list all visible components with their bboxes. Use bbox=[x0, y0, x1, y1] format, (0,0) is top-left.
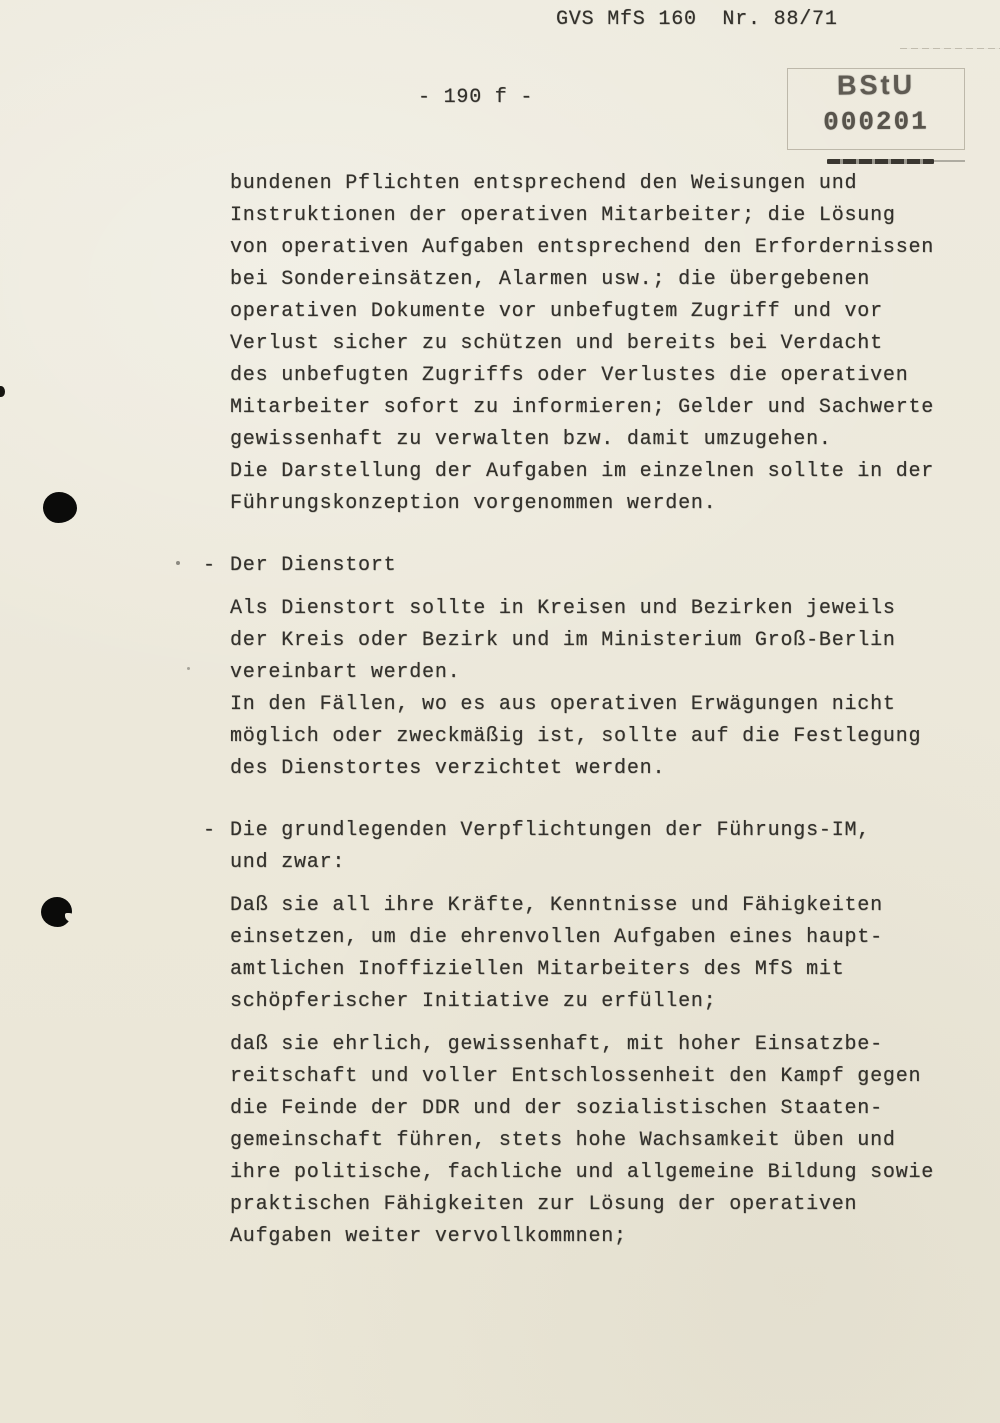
line-text: bundenen Pflichten entsprechend den Weisungen und bbox=[230, 172, 858, 195]
paragraph bbox=[230, 593, 970, 785]
text-line bbox=[230, 986, 970, 1018]
stamp-bottom-bar-faint bbox=[933, 160, 965, 162]
text-line bbox=[203, 550, 970, 582]
stamp-org-label: BStU bbox=[836, 69, 916, 101]
line-text: die Feinde der DDR und der sozialistischen Staaten- bbox=[230, 1097, 883, 1120]
text-line bbox=[230, 1221, 970, 1253]
document-body bbox=[203, 168, 970, 1253]
line-text: operativen Dokumente vor unbefugtem Zugriff und vor bbox=[230, 300, 883, 323]
paper-dot bbox=[176, 561, 180, 565]
line-text: amtlichen Inoffiziellen Mitarbeiters des MfS mit bbox=[230, 958, 845, 981]
text-line bbox=[230, 264, 970, 296]
paper-edge-speck bbox=[0, 386, 5, 397]
line-text: Die Darstellung der Aufgaben im einzelnen sollte in der bbox=[230, 460, 935, 483]
line-text: reitschaft und voller Entschlossenheit den Kampf gegen bbox=[230, 1065, 922, 1088]
text-line bbox=[230, 847, 970, 879]
line-text: In den Fällen, wo es aus operativen Erwägungen nicht bbox=[230, 693, 896, 716]
line-text: Verlust sicher zu schützen und bereits bei Verdacht bbox=[230, 332, 883, 355]
bstu-archive-stamp bbox=[787, 68, 965, 150]
line-text: einsetzen, um die ehrenvollen Aufgaben eines haupt- bbox=[230, 926, 883, 949]
text-line bbox=[230, 1125, 970, 1157]
line-text: gemeinschaft führen, stets hohe Wachsamkeit üben und bbox=[230, 1129, 896, 1152]
line-text: ihre politische, fachliche und allgemeine Bildung sowie bbox=[230, 1161, 935, 1184]
text-line bbox=[230, 954, 970, 986]
line-text: der Kreis oder Bezirk und im Ministerium Groß-Berlin bbox=[230, 629, 896, 652]
text-line bbox=[230, 424, 970, 456]
line-text: vereinbart werden. bbox=[230, 661, 461, 684]
line-text: Mitarbeiter sofort zu informieren; Gelder und Sachwerte bbox=[230, 396, 935, 419]
line-text: des Dienstortes verzichtet werden. bbox=[230, 757, 666, 780]
text-line bbox=[230, 1189, 970, 1221]
line-text: möglich oder zweckmäßig ist, sollte auf die Festlegung bbox=[230, 725, 922, 748]
line-text: und zwar: bbox=[230, 851, 346, 874]
line-text: Der Dienstort bbox=[230, 554, 397, 577]
stamp-bottom-bar bbox=[827, 159, 934, 164]
paragraph bbox=[230, 890, 970, 1018]
section-heading bbox=[203, 815, 970, 879]
text-line bbox=[230, 392, 970, 424]
text-line bbox=[230, 657, 970, 689]
line-text: gewissenhaft zu verwalten bzw. damit umzugehen. bbox=[230, 428, 832, 451]
page-number: - 190 f - bbox=[418, 86, 534, 109]
text-line bbox=[230, 200, 970, 232]
text-line bbox=[230, 1157, 970, 1189]
line-text: Die grundlegenden Verpflichtungen der Führungs-IM, bbox=[230, 819, 871, 842]
text-line bbox=[230, 721, 970, 753]
text-line bbox=[230, 1029, 970, 1061]
text-line bbox=[230, 593, 970, 625]
text-line bbox=[230, 922, 970, 954]
stamp-border-fragment bbox=[900, 48, 1000, 49]
text-line bbox=[230, 1093, 970, 1125]
paper-dot bbox=[187, 667, 190, 670]
stamp-serial-number: 000201 bbox=[823, 106, 929, 138]
text-line bbox=[230, 232, 970, 264]
paragraph bbox=[230, 168, 970, 520]
paragraph bbox=[230, 1029, 970, 1253]
dash-bullet-marker: - bbox=[203, 819, 216, 842]
line-text: Aufgaben weiter vervollkommnen; bbox=[230, 1225, 627, 1248]
line-text: praktischen Fähigkeiten zur Lösung der operativen bbox=[230, 1193, 858, 1216]
line-text: Daß sie all ihre Kräfte, Kenntnisse und Fähigkeiten bbox=[230, 894, 883, 917]
text-line bbox=[230, 456, 970, 488]
line-text: von operativen Aufgaben entsprechend den Erfordernissen bbox=[230, 236, 935, 259]
text-line bbox=[230, 296, 970, 328]
text-line bbox=[230, 360, 970, 392]
line-text: schöpferischer Initiative zu erfüllen; bbox=[230, 990, 717, 1013]
section-heading bbox=[203, 550, 970, 582]
text-line bbox=[230, 1061, 970, 1093]
text-line bbox=[230, 753, 970, 785]
line-text: des unbefugten Zugriffs oder Verlustes die operativen bbox=[230, 364, 909, 387]
line-text: Führungskonzeption vorgenommen werden. bbox=[230, 492, 717, 515]
text-line bbox=[203, 815, 970, 847]
text-line bbox=[230, 625, 970, 657]
punch-hole-bottom bbox=[41, 897, 72, 927]
classification-header: GVS MfS 160 Nr. 88/71 bbox=[556, 8, 838, 31]
punch-hole-top bbox=[43, 492, 77, 523]
line-text: bei Sondereinsätzen, Alarmen usw.; die übergebenen bbox=[230, 268, 871, 291]
text-line bbox=[230, 488, 970, 520]
dash-bullet-marker: - bbox=[203, 554, 216, 577]
line-text: Als Dienstort sollte in Kreisen und Bezirken jeweils bbox=[230, 597, 896, 620]
text-line bbox=[230, 328, 970, 360]
line-text: Instruktionen der operativen Mitarbeiter; die Lösung bbox=[230, 204, 896, 227]
line-text: daß sie ehrlich, gewissenhaft, mit hoher Einsatzbe- bbox=[230, 1033, 883, 1056]
text-line bbox=[230, 890, 970, 922]
text-line bbox=[230, 689, 970, 721]
text-line bbox=[230, 168, 970, 200]
